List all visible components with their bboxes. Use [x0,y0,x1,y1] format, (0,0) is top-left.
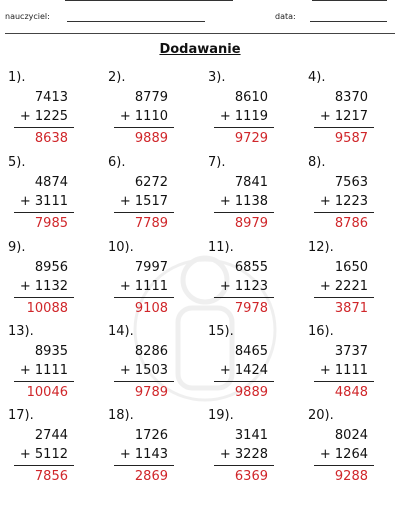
addend-1: 8610 [234,90,268,105]
sum-line [314,381,374,382]
addend-2: + 1143 [119,447,168,462]
sum-line [114,381,174,382]
addend-1: 7563 [334,175,368,190]
problem-5 [8,155,78,233]
teacher-field-line[interactable] [67,21,205,22]
sum-line [214,297,274,298]
page-title: Dodawanie [159,42,241,57]
answer: 7856 [34,469,68,484]
answer: 9108 [134,301,168,316]
sum-line [314,297,374,298]
problem-number: 17). [8,408,34,423]
addend-2: + 1132 [19,279,68,294]
answer: 8979 [234,216,268,231]
addend-2: + 1223 [319,194,368,209]
addend-2: + 1424 [219,363,268,378]
addend-2: + 1110 [119,109,168,124]
sum-line [14,212,74,213]
problem-number: 5). [8,155,26,170]
addend-2: + 3111 [19,194,68,209]
addend-1: 8956 [34,260,68,275]
sum-line [214,465,274,466]
addend-1: 1650 [334,260,368,275]
problem-7 [208,155,278,233]
problem-number: 1). [8,70,26,85]
addend-2: + 1225 [19,109,68,124]
problem-20 [308,408,378,486]
answer: 8786 [334,216,368,231]
addend-2: + 1517 [119,194,168,209]
answer: 2869 [134,469,168,484]
teacher-label: nauczyciel: [5,12,50,21]
problem-10 [108,240,178,318]
addend-1: 7997 [134,260,168,275]
addend-1: 7841 [234,175,268,190]
answer: 7789 [134,216,168,231]
sum-line [114,297,174,298]
addend-1: 8370 [334,90,368,105]
addend-1: 7413 [34,90,68,105]
sum-line [314,212,374,213]
answer: 4848 [334,385,368,400]
problem-number: 4). [308,70,326,85]
addend-2: + 1119 [219,109,268,124]
problem-number: 15). [208,324,234,339]
problem-4 [308,70,378,148]
sum-line [114,212,174,213]
addend-1: 6272 [134,175,168,190]
sum-line [214,127,274,128]
answer: 7978 [234,301,268,316]
problem-6 [108,155,178,233]
answer: 9288 [334,469,368,484]
problem-3 [208,70,278,148]
addend-1: 8935 [34,344,68,359]
problem-number: 12). [308,240,334,255]
date-field-line[interactable] [310,21,387,22]
problem-number: 3). [208,70,226,85]
addend-1: 8024 [334,428,368,443]
problem-number: 2). [108,70,126,85]
answer: 8638 [34,131,68,146]
addend-2: + 1138 [219,194,268,209]
problem-9 [8,240,78,318]
addend-1: 8465 [234,344,268,359]
problem-number: 10). [108,240,134,255]
addend-1: 8779 [134,90,168,105]
sum-line [314,465,374,466]
problem-number: 8). [308,155,326,170]
problem-number: 6). [108,155,126,170]
sum-line [114,465,174,466]
sum-line [14,297,74,298]
sum-line [214,381,274,382]
sum-line [14,381,74,382]
problem-11 [208,240,278,318]
problem-17 [8,408,78,486]
problem-16 [308,324,378,402]
addend-2: + 1111 [319,363,368,378]
answer: 9789 [134,385,168,400]
problem-15 [208,324,278,402]
problem-number: 14). [108,324,134,339]
addend-1: 2744 [34,428,68,443]
answer: 9889 [234,385,268,400]
problem-number: 11). [208,240,234,255]
addend-1: 1726 [134,428,168,443]
answer: 10088 [26,301,68,316]
header-divider [5,33,395,34]
addend-2: + 1111 [19,363,68,378]
sum-line [14,465,74,466]
addend-2: + 3228 [219,447,268,462]
problem-18 [108,408,178,486]
problem-number: 18). [108,408,134,423]
problem-number: 19). [208,408,234,423]
sum-line [314,127,374,128]
problem-number: 16). [308,324,334,339]
sum-line [14,127,74,128]
problem-number: 13). [8,324,34,339]
problem-14 [108,324,178,402]
addend-1: 3141 [234,428,268,443]
top-class-line [312,0,387,1]
addend-2: + 1264 [319,447,368,462]
problem-grid [0,70,400,512]
addend-2: + 1123 [219,279,268,294]
addend-1: 8286 [134,344,168,359]
problem-1 [8,70,78,148]
problem-19 [208,408,278,486]
answer: 3871 [334,301,368,316]
answer: 10046 [26,385,68,400]
sum-line [114,127,174,128]
answer: 9587 [334,131,368,146]
problem-13 [8,324,78,402]
problem-2 [108,70,178,148]
addend-2: + 5112 [19,447,68,462]
problem-number: 7). [208,155,226,170]
addend-1: 4874 [34,175,68,190]
addend-1: 6855 [234,260,268,275]
addend-2: + 1503 [119,363,168,378]
addend-2: + 1217 [319,109,368,124]
date-label: data: [275,12,296,21]
answer: 6369 [234,469,268,484]
addend-2: + 2221 [319,279,368,294]
problem-12 [308,240,378,318]
problem-8 [308,155,378,233]
problem-number: 20). [308,408,334,423]
answer: 7985 [34,216,68,231]
top-name-line [65,0,233,1]
sum-line [214,212,274,213]
answer: 9889 [134,131,168,146]
addend-1: 3737 [334,344,368,359]
addend-2: + 1111 [119,279,168,294]
problem-number: 9). [8,240,26,255]
answer: 9729 [234,131,268,146]
